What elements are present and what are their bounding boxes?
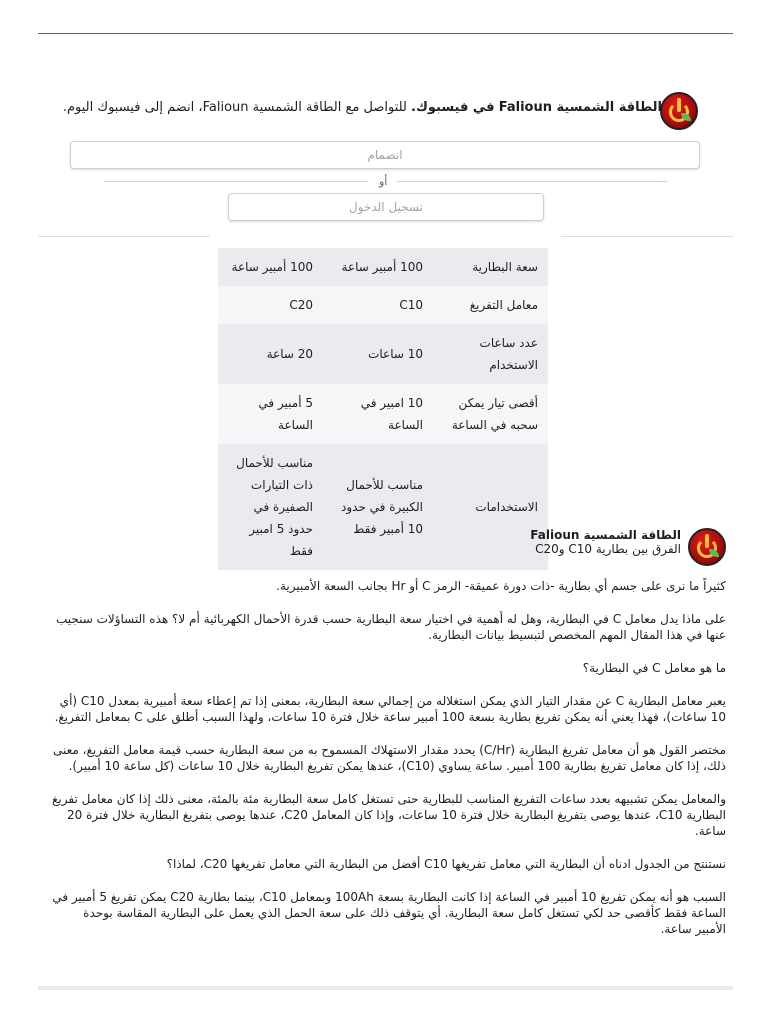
- post-paragraph: كثيراً ما نرى على جسم أي بطارية -ذات دورة عميقة- الرمز C أو Hr بجانب السعة الأمبيرية.: [276, 579, 726, 593]
- table-row: [218, 286, 548, 324]
- top-divider: [38, 33, 733, 34]
- login-button-label: تسجيل الدخول: [349, 200, 423, 214]
- table-row: [218, 444, 548, 570]
- section-divider-left: [38, 236, 210, 237]
- section-divider-right: [561, 236, 733, 237]
- login-button[interactable]: [228, 193, 544, 221]
- table-row: [218, 324, 548, 384]
- promo-message: للتواصل مع الطاقة الشمسية Falioun، انضم إلى فيسبوك اليوم.: [62, 100, 412, 115]
- c10-cell: C10: [323, 286, 433, 324]
- post-paragraph: مختصر القول هو أن معامل تفريغ البطارية (C/Hr) يحدد مقدار الاستهلاك المسموح به من سعة البطارية حسب قيمة معامل التفريغ، معنى ذلك، إذا كان معامل تفريغ بطارية 100 أمبير. ساعة يساوي (C10)، عندها يمكن تفريغ البطارية خلال 10 ساعات (كل ساعة 10 أمبير).: [52, 743, 726, 773]
- c10-cell: 100 أمبير ساعة: [323, 248, 433, 286]
- promo-page-name[interactable]: الطاقة الشمسية Falioun: [498, 100, 662, 115]
- row-label: الاستخدامات: [433, 444, 548, 570]
- page-logo-icon[interactable]: [660, 92, 698, 130]
- table-row: [218, 384, 548, 444]
- or-label: أو: [379, 175, 388, 188]
- post-paragraph: يعبر معامل البطارية C عن مقدار التيار الذي يمكن استغلاله من إجمالي سعة البطارية، بمعنى إذا تم إعطاء سعة أمبيرية بمعدل C10 (أي 10 ساعات)، فهذا يعني أنه يمكن تفريغ بطارية بسعة 100 أمبير ساعة خلال فترة 10 ساعات، ولهذا السبب أطلق على C بمعامل التفريغ.: [54, 694, 726, 724]
- c20-cell: 100 أمبير ساعة: [218, 248, 323, 286]
- post-subheading: ما هو معامل C في البطارية؟: [582, 661, 726, 675]
- row-label: معامل التفريغ: [433, 286, 548, 324]
- c10-cell: 10 ساعات: [323, 324, 433, 384]
- post-paragraph: على ماذا يدل معامل C في البطارية، وهل له أهمية في اختيار سعة البطارية حسب قدرة الأحمال الكهربائية أم لا؟ هذه التساؤلات سنجيب عنها في هذا المقال المهم المخصص لتبسيط بيانات البطارية.: [55, 612, 726, 642]
- c20-cell: C20: [218, 286, 323, 324]
- post-paragraph: السبب هو أنه يمكن تفريغ 10 أمبير في الساعة إذا كانت البطارية بسعة 100Ah وبمعامل C10، بينما بطارية C20 يمكن تفريغ 5 أمبير في الساعة فقط كأقصى حد لكي تستغل كامل سعة البطارية. أي يتوقف ذلك على سعة الحمل الذي يعمل على البطارية المقاسة بوحدة الأمبير ساعة.: [52, 890, 726, 936]
- row-label: عدد ساعات الاستخدام: [433, 324, 548, 384]
- join-button-label: انضمام: [367, 148, 403, 162]
- or-divider-right: [397, 181, 667, 182]
- or-divider-left: [104, 181, 368, 182]
- bottom-divider: [38, 986, 733, 990]
- promo-on-facebook: في فيسبوك.: [411, 100, 495, 115]
- c20-cell: 5 أمبير في الساعة: [218, 384, 323, 444]
- battery-comparison-table: [218, 248, 548, 570]
- c10-cell: مناسب للأحمال الكبيرة في حدود 10 أمبير فقط: [323, 444, 433, 570]
- row-label: أقصى تيار يمكن سحبه في الساعة: [433, 384, 548, 444]
- c20-cell: مناسب للأحمال ذات التيارات الصفيرة في حدود 5 امبير فقط: [218, 444, 323, 570]
- post-paragraph: والمعامل يمكن تشبيهه بعدد ساعات التفريغ المناسب للبطارية حتى تستغل كامل سعة البطارية مئة بالمئة، معنى ذلك إذا كان معامل تفريغ البطارية C10، عندها يوصى بتفريغ البطارية خلال فترة 10 ساعات، وإذا كان المعامل C20، عندها يوصى بتفريغ البطارية خلال فترة 20 ساعة.: [52, 792, 726, 838]
- join-button[interactable]: [70, 141, 700, 169]
- post-header: [530, 528, 681, 556]
- table-row: [218, 248, 548, 286]
- c10-cell: 10 امبير في الساعة: [323, 384, 433, 444]
- post-title: الفرق بين بطارية C10 وC20: [535, 542, 681, 556]
- post-author-avatar-icon[interactable]: [688, 528, 726, 566]
- row-label: سعة البطارية: [433, 248, 548, 286]
- post-author-name[interactable]: الطاقة الشمسية Falioun: [530, 528, 681, 542]
- c20-cell: 20 ساعة: [218, 324, 323, 384]
- join-promo-text: [63, 100, 662, 115]
- post-paragraph: نستنتج من الجدول ادناه أن البطارية التي معامل تفريغها C10 أفضل من البطارية التي معامل تفريغها C20، لماذا؟: [166, 857, 726, 871]
- post-body: [50, 578, 726, 954]
